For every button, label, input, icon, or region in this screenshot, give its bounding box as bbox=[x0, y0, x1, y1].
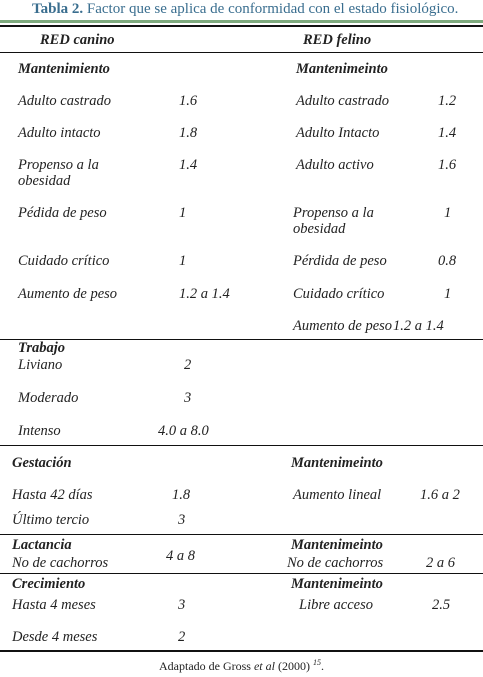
canine-maintenance-value: 1 bbox=[179, 205, 187, 221]
source-etal: et al bbox=[253, 659, 275, 673]
lactation-title: Lactancia bbox=[12, 537, 72, 553]
rule-after-lactation bbox=[0, 573, 483, 574]
canine-maintenance-label: Pédida de peso bbox=[18, 205, 107, 221]
feline-lactation-value: 2 a 6 bbox=[426, 555, 455, 571]
source-note bbox=[0, 658, 483, 674]
growth-label: Hasta 4 meses bbox=[12, 597, 96, 613]
header-feline: RED felino bbox=[303, 32, 372, 48]
feline-maintenance-label: Aumento de peso bbox=[293, 318, 393, 334]
rule-after-maintenance bbox=[0, 339, 483, 340]
feline-maintenance-label: Adulto activo bbox=[296, 157, 374, 173]
work-label: Intenso bbox=[18, 423, 61, 439]
gestation-value: 1.8 bbox=[172, 487, 191, 503]
feline-gestation-title: Mantenimeinto bbox=[291, 455, 383, 471]
feline-growth-title: Mantenimeinto bbox=[291, 576, 383, 592]
feline-maintenance-value: 0.8 bbox=[438, 253, 457, 269]
feline-maintenance-label: Pérdida de peso bbox=[293, 253, 387, 269]
caption-text bbox=[32, 1, 458, 18]
caption-divider bbox=[0, 20, 483, 23]
gestation-value: 3 bbox=[178, 512, 186, 528]
source-reference: 15 bbox=[312, 658, 321, 667]
caption-label: Tabla 2. bbox=[32, 1, 84, 17]
work-title: Trabajo bbox=[18, 340, 65, 356]
growth-value: 2 bbox=[178, 629, 186, 645]
feline-maintenance-label: Propenso a la obesidad bbox=[293, 205, 374, 237]
work-label: Moderado bbox=[18, 390, 79, 406]
feline-lactation-label: No de cachorros bbox=[287, 555, 384, 571]
canine-maintenance-label: Cuidado crítico bbox=[18, 253, 110, 269]
canine-maintenance-title: Mantenimiento bbox=[18, 61, 110, 77]
feline-maintenance-value: 1 bbox=[444, 205, 452, 221]
feline-maintenance-value: 1.6 bbox=[438, 157, 457, 173]
gestation-label: Último tercio bbox=[12, 512, 90, 528]
feline-maintenance-value: 1.2 a 1.4 bbox=[393, 318, 444, 334]
gestation-label: Hasta 42 días bbox=[12, 487, 93, 503]
feline-maintenance-label: Cuidado crítico bbox=[293, 286, 385, 302]
header-top-rule bbox=[0, 25, 483, 27]
source-suffix: . bbox=[320, 659, 324, 673]
feline-growth-value: 2.5 bbox=[432, 597, 451, 613]
source-year: (2000) bbox=[274, 659, 313, 673]
work-label: Liviano bbox=[18, 357, 63, 373]
canine-maintenance-value: 1 bbox=[179, 253, 187, 269]
canine-maintenance-label: Adulto intacto bbox=[18, 125, 101, 141]
header-bottom-rule bbox=[0, 52, 483, 53]
source-prefix: Adaptado de Gross bbox=[159, 659, 254, 673]
growth-title: Crecimiento bbox=[12, 576, 86, 592]
canine-maintenance-value: 1.4 bbox=[179, 157, 198, 173]
rule-after-work bbox=[0, 445, 483, 446]
table-caption bbox=[0, 0, 483, 22]
feline-maintenance-label: Adulto castrado bbox=[296, 93, 390, 109]
feline-gestation-label: Aumento lineal bbox=[293, 487, 382, 503]
header-canine: RED canino bbox=[40, 32, 115, 48]
canine-maintenance-value: 1.2 a 1.4 bbox=[179, 286, 230, 302]
work-value: 4.0 a 8.0 bbox=[158, 423, 209, 439]
work-value: 2 bbox=[184, 357, 192, 373]
work-value: 3 bbox=[184, 390, 192, 406]
feline-growth-label: Libre acceso bbox=[299, 597, 373, 613]
canine-maintenance-value: 1.8 bbox=[179, 125, 198, 141]
feline-maintenance-title: Mantenimeinto bbox=[296, 61, 388, 77]
canine-maintenance-label: Aumento de peso bbox=[18, 286, 118, 302]
feline-maintenance-value: 1.4 bbox=[438, 125, 457, 141]
caption-description: Factor que se aplica de conformidad con el estado fisiológico. bbox=[86, 1, 459, 17]
feline-gestation-value: 1.6 a 2 bbox=[420, 487, 460, 503]
lactation-label: No de cachorros bbox=[12, 555, 109, 571]
feline-maintenance-value: 1 bbox=[444, 286, 452, 302]
canine-maintenance-label: Propenso a la obesidad bbox=[18, 157, 99, 189]
canine-maintenance-label: Adulto castrado bbox=[18, 93, 112, 109]
table-bottom-rule bbox=[0, 650, 483, 652]
growth-label: Desde 4 meses bbox=[12, 629, 98, 645]
growth-value: 3 bbox=[178, 597, 186, 613]
feline-lactation-title: Mantenimeinto bbox=[291, 537, 383, 553]
feline-maintenance-label: Adulto Intacto bbox=[296, 125, 380, 141]
feline-maintenance-value: 1.2 bbox=[438, 93, 457, 109]
canine-maintenance-value: 1.6 bbox=[179, 93, 198, 109]
rule-after-gestation bbox=[0, 534, 483, 535]
gestation-title: Gestación bbox=[12, 455, 72, 471]
lactation-value: 4 a 8 bbox=[166, 548, 195, 564]
